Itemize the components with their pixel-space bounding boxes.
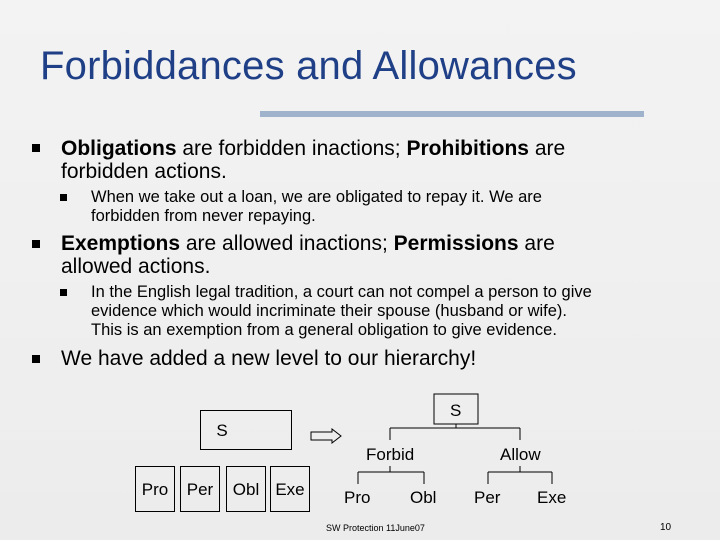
bullet-1-term-1: Obligations <box>61 137 177 160</box>
sub-bullet-2-line-2: evidence which would incriminate their spouse (husband or wife). <box>91 302 567 320</box>
tree-node-forbid: Forbid <box>366 445 415 464</box>
bullet-1-text-4: are <box>528 137 566 160</box>
bullet-2-term-1: Exemptions <box>61 232 181 255</box>
right-root-label: S <box>450 401 462 420</box>
sub-bullet-2-line-3: This is an exemption from a general obligation to give evidence. <box>91 321 557 339</box>
left-leaf-box: Per <box>180 466 220 512</box>
left-leaf-box: Obl <box>226 466 266 512</box>
tree-node-obl: Obl <box>410 488 437 507</box>
bullet-3-text: We have added a new level to our hierarchy! <box>61 347 477 370</box>
footer-source: SW Protection 11June07 <box>326 523 425 533</box>
page-number: 10 <box>660 522 672 533</box>
bullet-2-term-2: Permissions <box>393 232 519 255</box>
bullet-2-text-2: are allowed inactions; <box>180 232 394 255</box>
slide-title: Forbiddances and Allowances <box>40 44 577 88</box>
bullet-1-term-2: Prohibitions <box>406 137 529 160</box>
left-root-label: S <box>216 420 228 440</box>
tree-node-allow: Allow <box>500 445 541 464</box>
left-leaf-box: Pro <box>135 466 175 512</box>
tree-node-pro: Pro <box>344 488 371 507</box>
bullet-1-text-2: are forbidden inactions; <box>176 137 407 160</box>
tree-node-per: Per <box>474 488 501 507</box>
bullet-1-line-2: forbidden actions. <box>61 160 227 183</box>
sub-bullet-2-line-1: In the English legal tradition, a court can not compel a person to give <box>91 283 592 301</box>
bullet-2-text-4: are <box>518 232 555 255</box>
sub-bullet-1-line-2: forbidden from never repaying. <box>91 207 316 225</box>
tree-node-exe: Exe <box>537 488 567 507</box>
left-leaf-box: Exe <box>270 466 310 512</box>
bullet-2-line-2: allowed actions. <box>61 255 211 278</box>
sub-bullet-1-line-1: When we take out a loan, we are obligated to repay it. We are <box>91 188 542 206</box>
